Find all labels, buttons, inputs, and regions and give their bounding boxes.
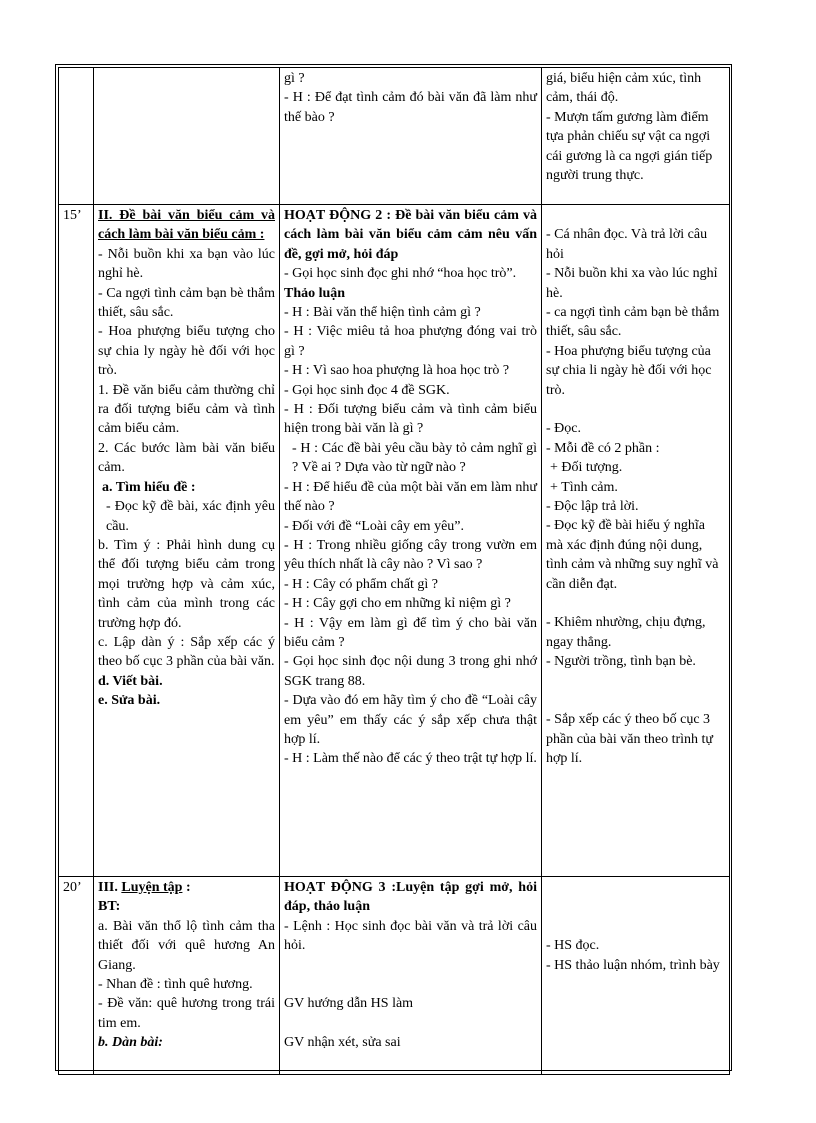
content-cell [94, 877, 280, 1075]
cell-line: b. Tìm ý : Phải hình dung cụ thể đối tượng biểu cảm trong mọi trường hợp và cảm xúc, tình cảm của mình trong các trường hợp đó. [98, 537, 275, 631]
cell-line: - Mỗi đề có 2 phần : [546, 440, 660, 456]
cell-line [546, 400, 725, 419]
cell-line: - Nỗi buồn khi xa bạn vào lúc nghỉ hè. [98, 246, 275, 282]
content-cell [94, 68, 280, 205]
cell-line [546, 691, 725, 710]
cell-line: HOẠT ĐỘNG 3 :Luyện tập gợi mở, hỏi đáp, thảo luận [284, 880, 537, 915]
cell-line: - Sắp xếp các ý theo bố cục 3 phần của bài văn theo trình tự hợp lí. [546, 712, 713, 767]
cell-line: 1. Đề văn biểu cảm thường chỉ ra đối tượng biểu cảm và tình cảm biểu cảm. [98, 382, 275, 437]
cell-line: - Nỗi buồn khi xa vào lúc nghỉ hè. [546, 266, 718, 301]
cell-line [284, 1014, 537, 1033]
cell-line: - H : Vì sao hoa phượng là hoa học trò ? [284, 363, 510, 379]
cell-line: - Độc lập trả lời. [546, 499, 639, 515]
cell-line: e. Sửa bài. [98, 693, 161, 709]
cell-line: a. Bài văn thổ lộ tình cảm tha thiết đối với quê hương An Giang. [98, 918, 275, 973]
cell-line: gì ? [284, 71, 305, 86]
time-cell: 15’ [59, 205, 94, 877]
cell-line: - HS thảo luận nhóm, trình bày [546, 957, 720, 973]
cell-line: - H : Bài văn thể hiện tình cảm gì ? [284, 305, 481, 321]
cell-line: - ca ngợi tình cảm bạn bè thắm thiết, sâu sắc. [546, 305, 720, 340]
cell-line: - Hoa phượng biểu tượng của sự chia li ngày hè đối với học trò. [546, 343, 712, 398]
cell-line: - H : Các đề bài yêu cầu bày tỏ cảm nghĩ gì ? Về ai ? Dựa vào từ ngữ nào ? [292, 440, 537, 476]
cell-line [546, 672, 725, 691]
cell-line: c. Lập dàn ý : Sắp xếp các ý theo bố cục 3 phần của bài văn. [98, 634, 275, 670]
cell-line: - H : Đối tượng biểu cảm và tình cảm biểu hiện trong bài văn là gì ? [284, 402, 537, 437]
cell-line: - H : Làm thế nào để các ý theo trật tự hợp lí. [284, 751, 537, 767]
time-cell [59, 68, 94, 205]
cell-line: - H : Trong nhiều giống cây trong vườn em yêu thích nhất là cây nào ? Vì sao ? [284, 537, 537, 573]
content-cell [94, 205, 280, 877]
cell-line: - H : Để hiểu đề của một bài văn em làm như thế nào ? [284, 479, 537, 515]
cell-line: + Đối tượng. [550, 460, 623, 476]
cell-line: - H : Vậy em làm gì để tìm ý cho bài văn biểu cảm ? [284, 615, 537, 650]
cell-line: - Dựa vào đó em hãy tìm ý cho đề “Loài cây em yêu” em thấy các ý sắp xếp chưa thật hợp lí. [284, 693, 537, 747]
cell-line: - H : Để đạt tình cảm đó bài văn đã làm như thế bào ? [284, 90, 537, 125]
cell-line: - Gọi học sinh đọc 4 đề SGK. [284, 382, 450, 398]
student-activity-cell [542, 205, 730, 877]
cell-line [546, 594, 725, 613]
cell-line: Thảo luận [284, 285, 346, 301]
cell-line [546, 206, 725, 225]
cell-line: - Lệnh : Học sinh đọc bài văn và trả lời câu hỏi. [284, 918, 537, 954]
cell-line: - H : Việc miêu tả hoa phượng đóng vai trò gì ? [284, 324, 537, 359]
cell-line: - Ca ngợi tình cảm bạn bè thắm thiết, sâu sắc. [98, 285, 275, 321]
cell-line: GV hướng dẫn HS làm [284, 996, 414, 1012]
cell-line: - Hoa phượng biểu tượng cho sự chia ly ngày hè đối với học trò. [98, 324, 275, 379]
cell-line: - Đọc kỹ đề bài, xác định yêu cầu. [106, 499, 275, 534]
cell-line: GV nhận xét, sửa sai [284, 1035, 401, 1051]
cell-line: - Đối với đề “Loài cây em yêu”. [284, 518, 464, 534]
cell-line: BT: [98, 899, 121, 915]
cell-line: III. Luyện tập : [98, 880, 191, 895]
cell-line: - Cá nhân đọc. Và trả lời câu hỏi [546, 227, 708, 262]
student-activity-cell [542, 877, 730, 1075]
cell-line [546, 878, 725, 897]
cell-line: giá, biểu hiện cảm xúc, tình cảm, thái độ. [546, 71, 702, 106]
cell-line: - Khiêm nhường, chịu đựng, ngay thẳng. [546, 615, 706, 650]
student-activity-cell [542, 68, 730, 205]
cell-line: - Gọi học sinh đọc ghi nhớ “hoa học trò”. [284, 266, 517, 282]
teacher-activity-cell [280, 205, 542, 877]
teacher-activity-cell [280, 68, 542, 205]
cell-line: - Mượn tấm gương làm điểm tựa phản chiếu sự vật ca ngợi cái gương là ca ngợi gián tiếp người trung thực. [546, 109, 713, 184]
cell-line: 2. Các bước làm bài văn biểu cảm. [98, 440, 275, 476]
cell-line: II. Đề bài văn biểu cảm và cách làm bài văn biểu cảm : [98, 208, 275, 243]
cell-line: - H : Cây gợi cho em những kỉ niệm gì ? [284, 596, 511, 612]
cell-line: d. Viết bài. [98, 673, 163, 689]
cell-line [284, 956, 537, 975]
cell-line: - HS đọc. [546, 938, 600, 954]
cell-line [546, 897, 725, 916]
time-cell: 20’ [59, 877, 94, 1075]
lesson-plan-table [58, 67, 730, 1075]
cell-line: - Người trồng, tình bạn bè. [546, 654, 696, 670]
cell-line: - Đọc. [546, 421, 581, 437]
cell-line: - H : Cây có phẩm chất gì ? [284, 576, 438, 592]
teacher-activity-cell [280, 877, 542, 1075]
cell-line [284, 975, 537, 994]
cell-line: - Đề văn: quê hương trong trái tim em. [98, 996, 275, 1031]
cell-line: - Đọc kỹ đề bài hiểu ý nghĩa mà xác định đúng nội dung, tình cảm và những suy nghĩ và cần diễn đạt. [546, 518, 719, 592]
table-row [59, 68, 730, 205]
cell-line: - Nhan đề : tình quê hương. [98, 977, 253, 993]
table-body [59, 68, 730, 1075]
table-row [59, 877, 730, 1075]
cell-line: - Gọi học sinh đọc nội dung 3 trong ghi nhớ SGK trang 88. [284, 654, 537, 689]
table-row [59, 205, 730, 877]
cell-line: HOẠT ĐỘNG 2 : Đề bài văn biểu cảm và cách làm bài văn biểu cảm cảm nêu vấn đề, gợi mở, hỏi đáp [284, 208, 537, 262]
cell-line: b. Dàn bài: [98, 1035, 163, 1051]
cell-line: a. Tìm hiểu đề : [102, 479, 196, 495]
cell-line: + Tình cảm. [550, 479, 618, 495]
cell-line [546, 917, 725, 936]
